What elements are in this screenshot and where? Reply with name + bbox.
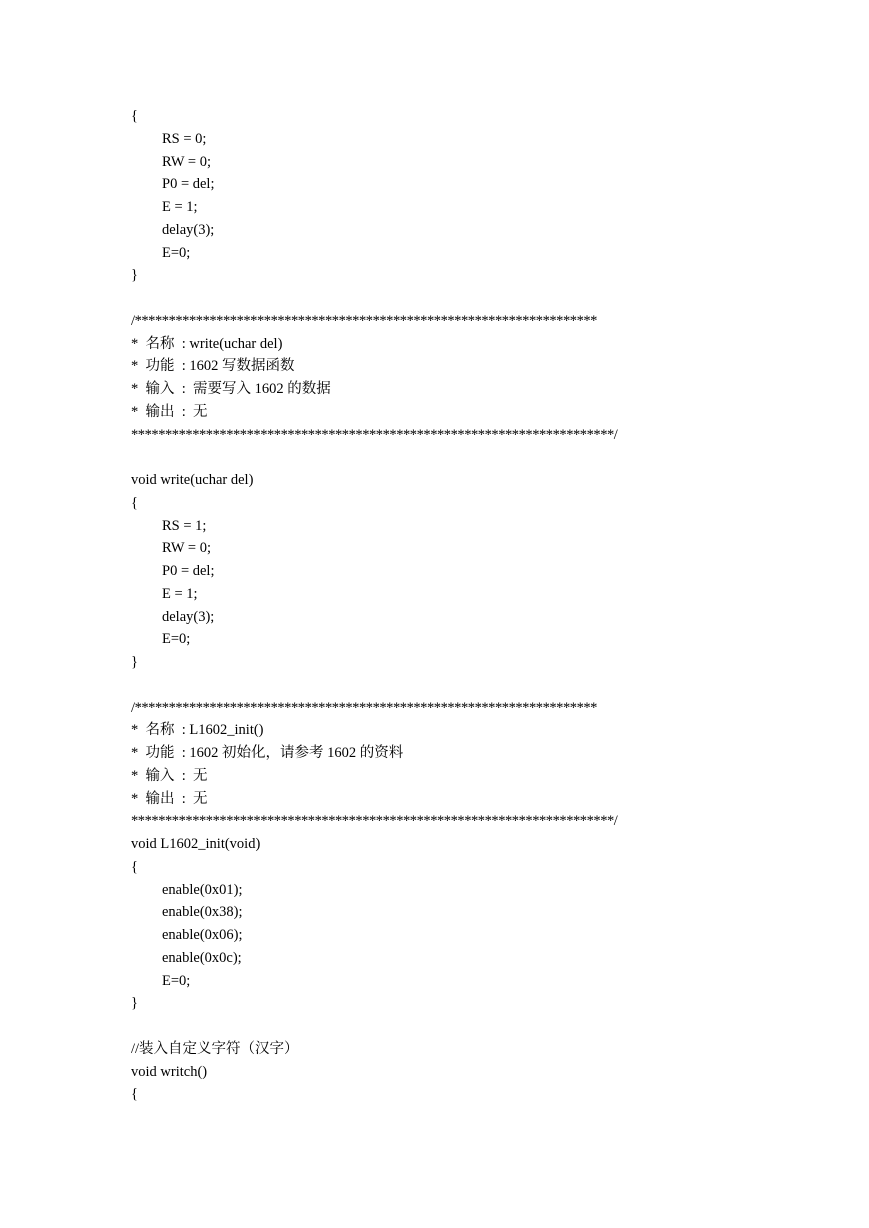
code-line: } <box>131 654 138 670</box>
code-line: RW = 0; <box>162 153 212 170</box>
blank-line <box>131 674 831 697</box>
comment-line: * 输出 : 无 <box>131 790 208 807</box>
code-line: RS = 1; <box>162 517 207 534</box>
code-listing <box>131 105 831 1106</box>
comment-line: * 输出 : 无 <box>131 403 208 420</box>
code-line: enable(0x0c); <box>162 949 242 966</box>
blank-line <box>131 287 831 310</box>
code-line: { <box>131 108 138 124</box>
code-line: RW = 0; <box>162 540 212 557</box>
code-line: void L1602_init(void) <box>131 836 261 852</box>
code-line: } <box>131 995 138 1012</box>
code-line: RS = 0; <box>162 130 207 147</box>
code-line: void write(uchar del) <box>131 472 254 488</box>
code-line: { <box>131 858 138 875</box>
comment-line: * 功能 : 1602 写数据函数 <box>131 358 295 375</box>
comment-border-line: /******************************************************************** <box>131 699 597 716</box>
code-line: void writch() <box>131 1063 208 1080</box>
code-line: enable(0x01); <box>162 881 243 898</box>
comment-line: //装入自定义字符（汉字） <box>131 1040 299 1057</box>
blank-line <box>131 446 831 469</box>
code-line: E=0; <box>162 244 191 261</box>
code-line: P0 = del; <box>162 563 215 579</box>
comment-line: * 输入 : 需要写入 1602 的数据 <box>131 381 331 397</box>
code-line: enable(0x06); <box>162 927 243 943</box>
comment-border-line: /******************************************************************** <box>131 312 597 329</box>
code-line: E=0; <box>162 631 191 648</box>
code-line: E = 1; <box>162 585 198 602</box>
code-line: enable(0x38); <box>162 904 243 921</box>
code-line: E=0; <box>162 972 191 989</box>
code-line: } <box>131 267 138 284</box>
code-line: delay(3); <box>162 608 215 625</box>
code-line: { <box>131 1086 138 1103</box>
comment-line: * 输入 : 无 <box>131 767 208 784</box>
code-line: P0 = del; <box>162 176 215 193</box>
code-line: delay(3); <box>162 221 215 238</box>
blank-line <box>131 1015 831 1038</box>
comment-line: * 功能 : 1602 初始化，请参考 1602 的资料 <box>131 745 404 761</box>
code-line: { <box>131 494 138 511</box>
comment-border-line: ***********************************************************************/ <box>131 813 618 830</box>
comment-line: * 名称 : L1602_init() <box>131 722 264 739</box>
comment-line: * 名称 : write(uchar del) <box>131 335 283 352</box>
comment-border-line: ***********************************************************************/ <box>131 426 618 443</box>
code-line: E = 1; <box>162 199 198 215</box>
